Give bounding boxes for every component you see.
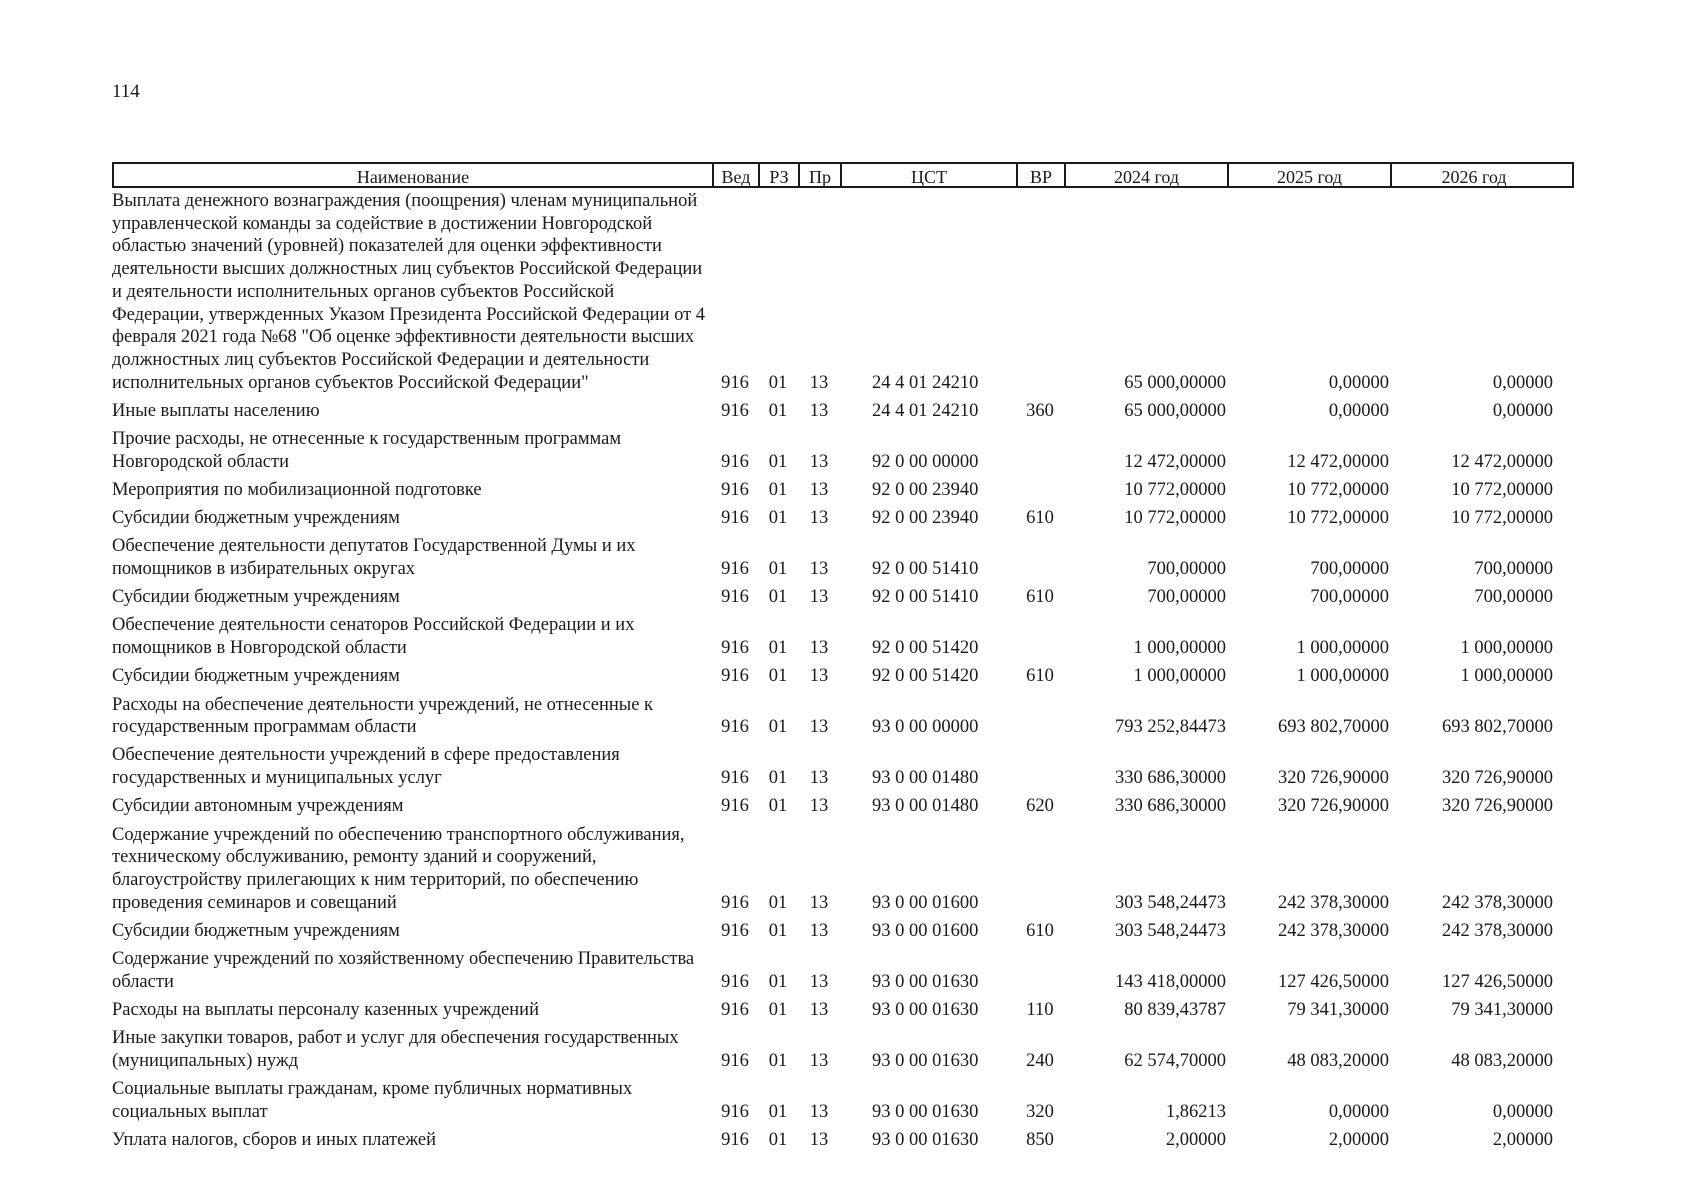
row-rz: 01 xyxy=(768,451,788,472)
row-2024: 143 418,00000 xyxy=(1115,971,1226,992)
row-pr: 13 xyxy=(809,1130,829,1151)
row-2024: 303 548,24473 xyxy=(1115,892,1226,913)
row-ved: 916 xyxy=(721,1000,749,1020)
row-2026: 1 000,00000 xyxy=(1460,638,1553,659)
row-vr: 110 xyxy=(1026,1000,1054,1020)
row-pr: 13 xyxy=(809,1101,829,1122)
row-vr: 240 xyxy=(1026,1050,1054,1071)
row-cst: 92 0 00 51420 xyxy=(872,666,979,687)
row-ved: 916 xyxy=(721,666,749,687)
row-2024: 10 772,00000 xyxy=(1124,479,1226,500)
row-2025: 2,00000 xyxy=(1328,1130,1389,1151)
row-cst: 24 4 01 24210 xyxy=(872,372,979,393)
row-pr: 13 xyxy=(809,717,829,738)
row-name: Иные закупки товаров, работ и услуг для обеспечения государственных (муниципальных) нужд xyxy=(112,1028,679,1071)
row-name: Обеспечение деятельности депутатов Государственной Думы и их помощников в избирательных округах xyxy=(112,536,636,580)
row-cst: 93 0 00 01630 xyxy=(872,1000,979,1020)
row-rz: 01 xyxy=(768,920,788,941)
row-2025: 0,00000 xyxy=(1328,1101,1389,1122)
row-pr: 13 xyxy=(809,1000,829,1020)
row-2024: 1,86213 xyxy=(1165,1101,1226,1122)
row-name: Расходы на обеспечение деятельности учреждений, не отнесенные к государственным программам области xyxy=(112,694,654,738)
row-ved: 916 xyxy=(721,638,749,659)
table-row xyxy=(112,400,1574,423)
row-pr: 13 xyxy=(809,920,829,941)
row-2026: 48 083,20000 xyxy=(1451,1050,1553,1071)
row-ved: 916 xyxy=(721,768,749,789)
table-row xyxy=(112,507,1574,530)
row-2025: 48 083,20000 xyxy=(1287,1050,1389,1071)
row-rz: 01 xyxy=(768,587,788,608)
row-2024: 303 548,24473 xyxy=(1115,920,1226,941)
row-rz: 01 xyxy=(768,479,788,500)
row-cst: 93 0 00 01630 xyxy=(872,1101,979,1122)
row-2025: 242 378,30000 xyxy=(1278,892,1389,913)
row-cst: 93 0 00 01630 xyxy=(872,971,979,992)
row-ved: 916 xyxy=(721,971,749,992)
row-name: Субсидии бюджетным учреждениям xyxy=(112,666,400,687)
row-cst: 93 0 00 01480 xyxy=(872,796,979,817)
row-rz: 01 xyxy=(768,372,788,393)
table-row xyxy=(112,586,1574,609)
row-ved: 916 xyxy=(721,372,749,393)
row-name: Субсидии бюджетным учреждениям xyxy=(112,508,400,529)
table-body xyxy=(112,188,1574,1152)
row-pr: 13 xyxy=(809,971,829,992)
row-2026: 700,00000 xyxy=(1474,559,1553,580)
row-2025: 12 472,00000 xyxy=(1287,451,1389,472)
row-pr: 13 xyxy=(809,587,829,608)
row-ved: 916 xyxy=(721,451,749,472)
row-name: Содержание учреждений по хозяйственному обеспечению Правительства области xyxy=(112,949,695,992)
row-pr: 13 xyxy=(809,892,829,913)
row-name: Социальные выплаты гражданам, кроме публичных нормативных социальных выплат xyxy=(112,1079,633,1122)
header-vr: ВР xyxy=(1018,164,1066,186)
row-cst: 24 4 01 24210 xyxy=(872,400,979,421)
table-row xyxy=(112,479,1574,502)
header-pr: Пр xyxy=(800,164,842,186)
row-ved: 916 xyxy=(721,587,749,608)
table-row xyxy=(112,744,1574,789)
row-2026: 693 802,70000 xyxy=(1442,717,1553,738)
row-cst: 92 0 00 23940 xyxy=(872,479,979,500)
row-cst: 92 0 00 00000 xyxy=(872,451,979,472)
row-pr: 13 xyxy=(809,768,829,789)
table-row xyxy=(112,1027,1574,1072)
row-2025: 1 000,00000 xyxy=(1296,666,1389,687)
row-pr: 13 xyxy=(809,372,829,393)
row-ved: 916 xyxy=(721,508,749,529)
row-ved: 916 xyxy=(721,479,749,500)
table-row xyxy=(112,795,1574,818)
row-name: Мероприятия по мобилизационной подготовке xyxy=(112,479,482,500)
row-rz: 01 xyxy=(768,768,788,789)
row-name: Иные выплаты населению xyxy=(112,400,320,421)
table-row xyxy=(112,614,1574,659)
row-ved: 916 xyxy=(721,1130,749,1151)
row-ved: 916 xyxy=(721,796,749,817)
row-vr: 320 xyxy=(1026,1101,1054,1122)
row-2024: 12 472,00000 xyxy=(1124,451,1226,472)
row-2024: 2,00000 xyxy=(1165,1130,1226,1151)
row-2025: 0,00000 xyxy=(1328,400,1389,421)
row-2025: 242 378,30000 xyxy=(1278,920,1389,941)
row-ved: 916 xyxy=(721,717,749,738)
row-2026: 1 000,00000 xyxy=(1460,666,1553,687)
row-2024: 793 252,84473 xyxy=(1115,717,1226,738)
row-name: Выплата денежного вознаграждения (поощрения) членам муниципальной управленческой команды за содействие в достижении Новгородской областью значений (уровней) показателей для оценки эффективности деятельности высших должностных лиц субъектов Российской Федерации и деятельности исполнительных органов субъектов Российской Федерации, утвержденных Указом Президента Российской Федерации от 4 февраля 2021 года №68 "Об оценке эффективности деятельности высших должностных лиц субъектов Российской Федерации и деятельности исполнительных органов субъектов Российской Федерации" xyxy=(112,191,706,393)
row-2026: 242 378,30000 xyxy=(1442,920,1553,941)
table-row xyxy=(112,535,1574,580)
row-2025: 693 802,70000 xyxy=(1278,717,1389,738)
row-2026: 127 426,50000 xyxy=(1442,971,1553,992)
row-pr: 13 xyxy=(809,1050,829,1071)
row-cst: 93 0 00 01630 xyxy=(872,1130,979,1151)
row-rz: 01 xyxy=(768,400,788,421)
row-name: Обеспечение деятельности сенаторов Российской Федерации и их помощников в Новгородской области xyxy=(112,615,635,659)
row-2026: 10 772,00000 xyxy=(1451,508,1553,529)
row-cst: 92 0 00 51420 xyxy=(872,638,979,659)
table-row xyxy=(112,1078,1574,1123)
page-number: 114 xyxy=(112,81,140,102)
row-rz: 01 xyxy=(768,508,788,529)
header-2024: 2024 год xyxy=(1066,164,1229,186)
row-rz: 01 xyxy=(768,559,788,580)
row-cst: 93 0 00 01600 xyxy=(872,920,979,941)
row-rz: 01 xyxy=(768,717,788,738)
table-row xyxy=(112,948,1574,993)
row-pr: 13 xyxy=(809,666,829,687)
table-row xyxy=(112,920,1574,943)
row-2026: 0,00000 xyxy=(1492,1101,1553,1122)
row-cst: 93 0 00 01480 xyxy=(872,768,979,789)
row-rz: 01 xyxy=(768,1000,788,1020)
row-2024: 330 686,30000 xyxy=(1115,796,1226,817)
row-2025: 10 772,00000 xyxy=(1287,479,1389,500)
table-row xyxy=(112,824,1574,915)
budget-table xyxy=(112,162,1574,1157)
row-rz: 01 xyxy=(768,1050,788,1071)
row-vr: 360 xyxy=(1026,400,1054,421)
row-vr: 850 xyxy=(1026,1130,1054,1151)
row-2025: 0,00000 xyxy=(1328,372,1389,393)
row-2024: 700,00000 xyxy=(1147,559,1226,580)
row-cst: 92 0 00 23940 xyxy=(872,508,979,529)
row-name: Уплата налогов, сборов и иных платежей xyxy=(112,1130,437,1151)
row-2026: 242 378,30000 xyxy=(1442,892,1553,913)
row-2026: 0,00000 xyxy=(1492,400,1553,421)
row-name: Расходы на выплаты персоналу казенных учреждений xyxy=(112,1000,539,1020)
row-pr: 13 xyxy=(809,559,829,580)
row-ved: 916 xyxy=(721,1050,749,1071)
row-pr: 13 xyxy=(809,796,829,817)
header-2026: 2026 год xyxy=(1441,167,1507,186)
row-pr: 13 xyxy=(809,508,829,529)
row-rz: 01 xyxy=(768,1130,788,1151)
row-name: Обеспечение деятельности учреждений в сфере предоставления государственных и муниципальных услуг xyxy=(112,745,620,789)
row-2025: 79 341,30000 xyxy=(1287,1000,1389,1020)
row-2024: 65 000,00000 xyxy=(1124,400,1226,421)
table-row xyxy=(112,428,1574,473)
table-row xyxy=(112,694,1574,739)
row-ved: 916 xyxy=(721,920,749,941)
row-rz: 01 xyxy=(768,666,788,687)
row-pr: 13 xyxy=(809,451,829,472)
row-ved: 916 xyxy=(721,559,749,580)
header-2025: 2025 год xyxy=(1229,164,1392,186)
row-cst: 93 0 00 00000 xyxy=(872,717,979,738)
row-vr: 610 xyxy=(1026,587,1054,608)
header-rz: РЗ xyxy=(760,164,800,186)
row-pr: 13 xyxy=(809,400,829,421)
row-2024: 65 000,00000 xyxy=(1124,372,1226,393)
row-vr: 620 xyxy=(1026,796,1054,817)
row-vr: 610 xyxy=(1026,508,1054,529)
row-2026: 79 341,30000 xyxy=(1451,1000,1553,1020)
table-row xyxy=(112,190,1574,394)
row-cst: 93 0 00 01600 xyxy=(872,892,979,913)
row-cst: 92 0 00 51410 xyxy=(872,587,979,608)
row-name: Субсидии бюджетным учреждениям xyxy=(112,920,400,941)
row-rz: 01 xyxy=(768,638,788,659)
row-ved: 916 xyxy=(721,892,749,913)
row-2024: 330 686,30000 xyxy=(1115,768,1226,789)
row-2025: 127 426,50000 xyxy=(1278,971,1389,992)
row-name: Содержание учреждений по обеспечению транспортного обслуживания, техническому обслуживанию, ремонту зданий и сооружений, благоустройству прилегающих к ним территорий, по обеспечению проведения семинаров и совещаний xyxy=(112,824,685,913)
table-row xyxy=(112,665,1574,688)
row-name: Субсидии автономным учреждениям xyxy=(112,796,404,817)
row-2026: 12 472,00000 xyxy=(1451,451,1553,472)
row-vr: 610 xyxy=(1026,666,1054,687)
row-2024: 1 000,00000 xyxy=(1133,666,1226,687)
row-2026: 10 772,00000 xyxy=(1451,479,1553,500)
row-vr: 610 xyxy=(1026,920,1054,941)
header-cst: ЦСТ xyxy=(842,164,1018,186)
table-row xyxy=(112,999,1574,1022)
row-rz: 01 xyxy=(768,1101,788,1122)
row-name: Субсидии бюджетным учреждениям xyxy=(112,587,400,608)
row-2025: 320 726,90000 xyxy=(1278,796,1389,817)
row-2026: 0,00000 xyxy=(1492,372,1553,393)
row-2024: 700,00000 xyxy=(1147,587,1226,608)
row-ved: 916 xyxy=(721,400,749,421)
row-rz: 01 xyxy=(768,971,788,992)
header-ved: Вед xyxy=(714,164,760,186)
row-cst: 92 0 00 51410 xyxy=(872,559,979,580)
row-2024: 10 772,00000 xyxy=(1124,508,1226,529)
row-cst: 93 0 00 01630 xyxy=(872,1050,979,1071)
row-2024: 62 574,70000 xyxy=(1124,1050,1226,1071)
row-2026: 320 726,90000 xyxy=(1442,796,1553,817)
row-2025: 10 772,00000 xyxy=(1287,508,1389,529)
row-2025: 320 726,90000 xyxy=(1278,768,1389,789)
row-2026: 700,00000 xyxy=(1474,587,1553,608)
row-rz: 01 xyxy=(768,796,788,817)
row-2026: 2,00000 xyxy=(1492,1130,1553,1151)
row-2025: 700,00000 xyxy=(1310,559,1389,580)
table-row xyxy=(112,1129,1574,1152)
row-name: Прочие расходы, не отнесенные к государственным программам Новгородской области xyxy=(112,429,622,472)
row-rz: 01 xyxy=(768,892,788,913)
row-2024: 1 000,00000 xyxy=(1133,638,1226,659)
row-2026: 320 726,90000 xyxy=(1442,768,1553,789)
row-pr: 13 xyxy=(809,479,829,500)
row-2024: 80 839,43787 xyxy=(1124,1000,1226,1020)
row-pr: 13 xyxy=(809,638,829,659)
row-2025: 700,00000 xyxy=(1310,587,1389,608)
table-header xyxy=(112,162,1574,188)
row-2025: 1 000,00000 xyxy=(1296,638,1389,659)
header-name: Наименование xyxy=(114,164,714,186)
row-ved: 916 xyxy=(721,1101,749,1122)
